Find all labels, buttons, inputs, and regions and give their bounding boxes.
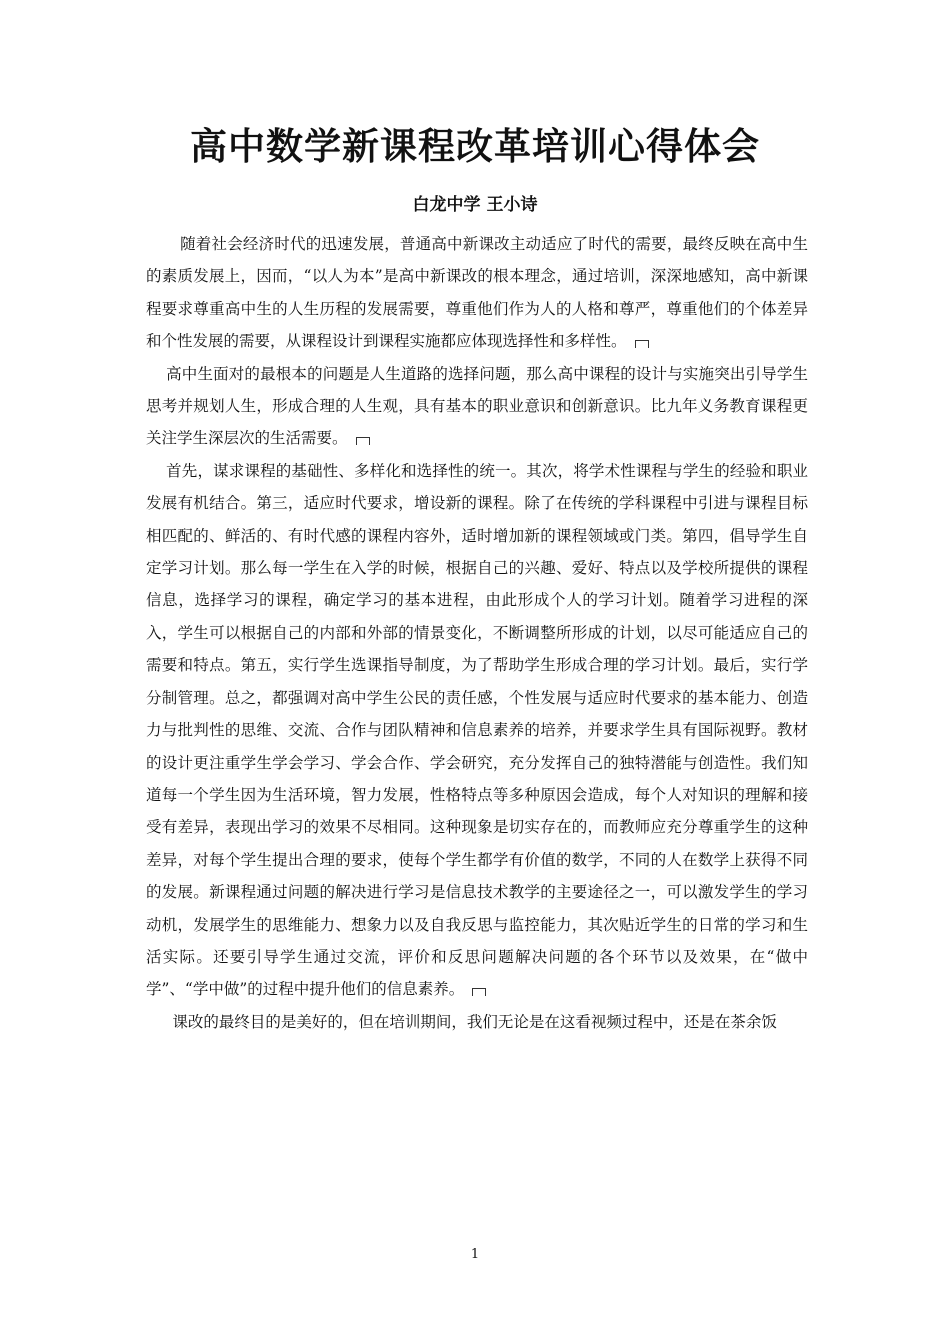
document-author: 白龙中学 王小诗	[412, 195, 538, 215]
paragraph-3-text: 首先，谋求课程的基础性、多样化和选择性的统一。其次，将学术性课程与学生的经验和职业发展有机结合。第三，适应时代要求，增设新的课程。除了在传统的学科课程中引进与课程目标相匹配的、鲜活的、有时代感的课程内容外，适时增加新的课程领域或门类。第四，倡导学生自定学习计划。那么每一学生在入学的时候，根据自己的兴趣、爱好、特点以及学校所提供的课程信息，选择学习的课程，确定学习的基本进程，由此形成个人的学习计划。随着学习进程的深入，学生可以根据自己的内部和外部的情景变化，不断调整所形成的计划，以尽可能适应自己的需要和特点。第五，实行学生选课指导制度，为了帮助学生形成合理的学习计划。最后，实行学分制管理。总之，都强调对高中学生公民的责任感，个性发展与适应时代要求的基本能力、创造力与批判性的思维、交流、合作与团队精神和信息素养的培养，并要求学生具有国际视野。教材的设计更注重学生学会学习、学会合作、学会研究，充分发挥自己的独特潜能与创造性。我们知道每一个学生因为生活环境，智力发展，性格特点等多种原因会造成，每个人对知识的理解和接受有差异，表现出学习的效果不尽相同。这种现象是切实存在的，而教师应充分尊重学生的这种差异，对每个学生提出合理的要求，使每个学生都学有价值的数学，不同的人在数学上获得不同的发展。新课程通过问题的解决进行学习是信息技术教学的主要途径之一，可以激发学生的学习动机，发展学生的思维能力、想象力以及自我反思与监控能力，其次贴近学生的日常的学习和生活实际。还要引导学生通过交流，评价和反思问题解决问题的各个环节以及效果，在“做中学”、“学中做”的过程中提升他们的信息素养。	[146, 461, 808, 999]
paragraph-4	[146, 1006, 808, 1038]
document-body	[146, 228, 808, 1038]
paragraph-mark-icon	[635, 340, 649, 348]
paragraph-3	[146, 455, 808, 1006]
paragraph-2-text: 高中生面对的最根本的问题是人生道路的选择问题，那么高中课程的设计与实施突出引导学生思考并规划人生，形成合理的人生观，具有基本的职业意识和创新意识。比九年义务教育课程更关注学生深层次的生活需要。	[146, 364, 808, 448]
paragraph-mark-icon	[356, 437, 370, 445]
paragraph-1-text: 随着社会经济时代的迅速发展，普通高中新课改主动适应了时代的需要，最终反映在高中生的素质发展上，因而，“以人为本”是高中新课改的根本理念，通过培训，深深地感知，高中新课程要求尊重高中生的人生历程的发展需要，尊重他们作为人的人格和尊严，尊重他们的个体差异和个性发展的需要，从课程设计到课程实施都应体现选择性和多样性。	[146, 235, 808, 351]
paragraph-4-text: 课改的最终目的是美好的，但在培训期间，我们无论是在这看视频过程中，还是在茶余饭	[172, 1012, 777, 1031]
page-number: 1	[470, 1247, 480, 1262]
paragraph-2	[146, 358, 808, 455]
paragraph-mark-icon	[472, 988, 486, 996]
paragraph-1	[146, 228, 808, 358]
document-title: 高中数学新课程改革培训心得体会	[190, 125, 760, 168]
